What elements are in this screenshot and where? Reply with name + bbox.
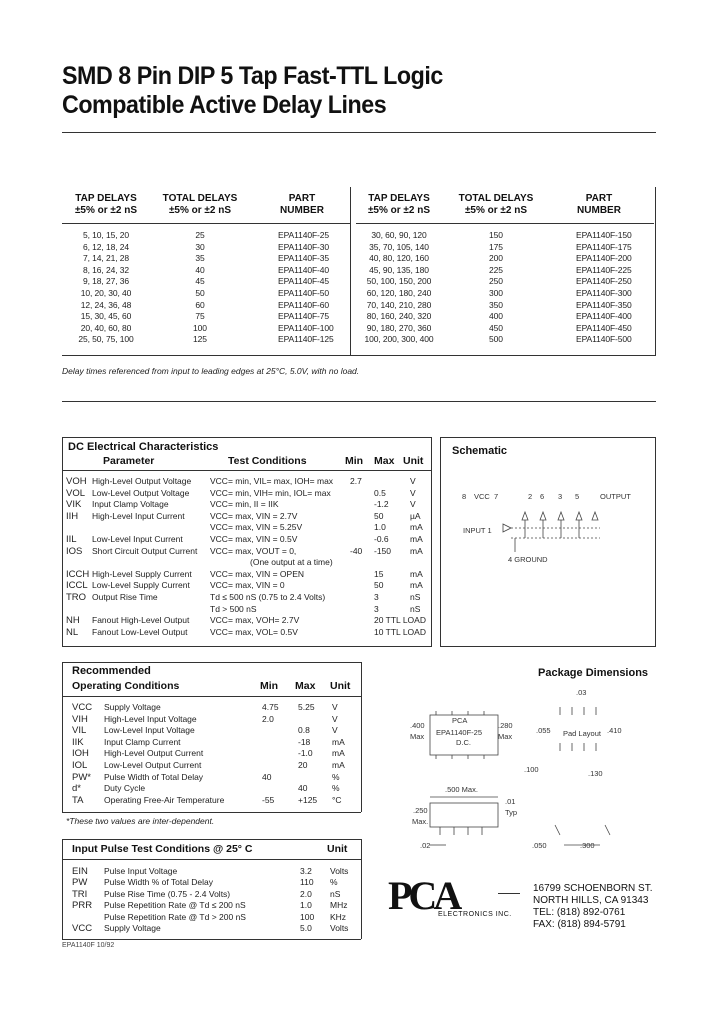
- rec-parameter: High-Level Input Voltage: [104, 713, 197, 724]
- dc-parameter: High-Level Output Voltage: [92, 476, 192, 486]
- dc-bottom-border: [62, 646, 431, 647]
- section-divider: [62, 401, 656, 402]
- schematic-pin-label: 3: [558, 492, 563, 501]
- dc-header-conditions: Test Conditions: [228, 455, 307, 467]
- dc-min: -40: [350, 545, 363, 556]
- dc-symbol: IIL: [66, 534, 77, 545]
- title-divider: [62, 132, 656, 133]
- dc-header-min: Min: [345, 455, 364, 467]
- dc-symbol: VOH: [66, 476, 87, 487]
- schematic-pin-label: OUTPUT: [600, 492, 631, 501]
- tap-delays-cell: 7, 14, 21, 28: [83, 253, 129, 264]
- pulse-unit: Volts: [330, 866, 349, 876]
- dc-unit: V: [410, 499, 416, 510]
- rec-min: 40: [262, 771, 272, 782]
- pulse-symbol: TRI: [72, 888, 88, 900]
- rec-max: -1.0: [298, 748, 313, 759]
- rec-note: *These two values are inter-dependent.: [66, 816, 215, 826]
- dc-condition: VCC= max, VIN = 0: [210, 580, 285, 591]
- rec-title-1: Recommended: [72, 665, 151, 677]
- tap-delays-cell: 12, 24, 36, 48: [80, 299, 132, 310]
- dc-parameter: Low-Level Output Voltage: [92, 487, 190, 498]
- part-number-cell: EPA1140F-200: [576, 253, 632, 264]
- total-delay-cell: 45: [195, 276, 205, 287]
- package-dimension-label: .400: [410, 721, 425, 730]
- pulse-header-rule: [62, 859, 361, 860]
- rec-parameter: Pulse Width of Total Delay: [104, 771, 204, 782]
- dc-symbol: NH: [66, 615, 80, 627]
- rec-max: -18: [298, 736, 311, 747]
- schematic-pin-label: 7: [494, 492, 499, 501]
- rec-min: 4.75: [262, 702, 279, 712]
- tap-delays-cell: 80, 160, 240, 320: [366, 311, 432, 322]
- part-number-cell: EPA1140F-45: [278, 276, 330, 287]
- part-number-cell: EPA1140F-100: [278, 322, 334, 333]
- pulse-parameter: Pulse Width % of Total Delay: [104, 877, 213, 888]
- dc-left-border: [62, 437, 63, 647]
- schematic-input-label: INPUT 1: [463, 526, 492, 535]
- total-delay-cell: 500: [489, 334, 503, 345]
- rec-max: 40: [298, 783, 308, 794]
- part-number-cell: EPA1140F-75: [278, 311, 330, 322]
- header-part-number-right: PART NUMBER: [577, 193, 621, 216]
- pulse-unit: KHz: [330, 911, 347, 922]
- total-delay-cell: 400: [489, 311, 503, 322]
- pulse-value: 110: [300, 877, 314, 888]
- package-dimension-label: .500 Max.: [445, 785, 478, 794]
- address-line-1: 16799 SCHOENBORN ST.: [533, 883, 653, 894]
- rec-unit: mA: [332, 736, 345, 747]
- part-number-cell: EPA1140F-500: [576, 334, 632, 345]
- dc-right-border: [431, 437, 432, 647]
- package-drawing: [400, 685, 660, 865]
- part-number-cell: EPA1140F-35: [278, 253, 330, 264]
- schematic-left-border: [440, 437, 441, 647]
- dc-max: 15: [374, 568, 384, 579]
- rec-unit: V: [332, 725, 338, 736]
- tap-delays-cell: 30, 60, 90, 120: [371, 230, 427, 240]
- schematic-pin-label: VCC: [474, 492, 490, 501]
- tap-delays-cell: 8, 16, 24, 32: [83, 264, 129, 275]
- total-delay-cell: 300: [489, 288, 503, 298]
- dc-max: -150: [374, 545, 392, 556]
- rec-unit: V: [332, 713, 338, 724]
- part-number-cell: EPA1140F-25: [278, 230, 330, 240]
- rec-unit: %: [332, 783, 340, 794]
- logo-dash: [498, 893, 520, 894]
- rec-unit: °C: [332, 794, 342, 805]
- tap-delays-cell: 35, 70, 105, 140: [369, 241, 429, 252]
- package-dimension-label: .03: [576, 688, 587, 697]
- rec-max: +125: [298, 794, 318, 805]
- package-dimension-label: .100: [524, 765, 539, 774]
- rec-unit: V: [332, 702, 338, 712]
- package-top-view: [430, 715, 498, 755]
- dc-max: 3: [374, 603, 379, 614]
- table-bottom-rule: [62, 355, 656, 356]
- pulse-value: 3.2: [300, 866, 312, 876]
- table-header-rule-left: [62, 223, 350, 224]
- page-title: [62, 62, 443, 120]
- total-delay-cell: 225: [489, 264, 503, 275]
- package-dimension-label: PCA: [452, 716, 468, 725]
- pulse-value: 100: [300, 911, 315, 922]
- rec-title-2: Operating Conditions: [72, 680, 180, 692]
- dc-unit: mA: [410, 522, 423, 533]
- package-dimension-label: .055: [536, 726, 551, 735]
- dc-unit: mA: [410, 568, 423, 579]
- pulse-parameter: Pulse Input Voltage: [104, 866, 178, 876]
- rec-min: -55: [262, 794, 275, 805]
- schematic-tap-buffer: [576, 512, 582, 520]
- rec-symbol: VIH: [72, 713, 88, 725]
- pulse-value: 5.0: [300, 923, 312, 933]
- pulse-parameter: Pulse Repetition Rate @ Td ≤ 200 nS: [104, 900, 246, 911]
- rec-symbol: VCC: [72, 702, 93, 713]
- dc-condition: VCC= max, VIN = 2.7V: [210, 510, 298, 521]
- fax: FAX: (818) 894-5791: [533, 919, 626, 930]
- schematic-tap-buffer: [592, 512, 598, 520]
- rec-max: 20: [298, 760, 308, 770]
- rec-symbol: IOH: [72, 748, 89, 760]
- rec-symbol: IIK: [72, 736, 84, 748]
- header-tap-delays: TAP DELAYS ±5% or ±2 nS: [74, 193, 138, 216]
- total-delay-cell: 40: [195, 264, 205, 275]
- tap-delays-cell: 45, 90, 135, 180: [369, 264, 429, 275]
- schematic-input-buffer: [503, 524, 511, 532]
- package-dimension-label: Typ: [505, 808, 518, 817]
- rec-min: 2.0: [262, 713, 274, 724]
- tap-delays-cell: 20, 40, 60, 80: [80, 322, 132, 333]
- part-number-cell: EPA1140F-30: [278, 241, 330, 252]
- part-number-cell: EPA1140F-125: [278, 334, 334, 345]
- schematic-tap-buffer: [558, 512, 564, 520]
- total-delay-cell: 125: [193, 334, 207, 345]
- rec-max: 0.8: [298, 725, 310, 736]
- schematic-ground-label: 4 GROUND: [508, 555, 548, 564]
- rec-parameter: Low-Level Output Current: [104, 760, 202, 770]
- pulse-left-border: [62, 839, 63, 939]
- dc-max: -0.6: [374, 534, 389, 544]
- dc-unit: V: [410, 476, 416, 486]
- rec-top-border: [62, 662, 361, 663]
- tap-delays-cell: 60, 120, 180, 240: [366, 288, 432, 298]
- schematic-title: Schematic: [452, 445, 508, 457]
- dc-symbol: TRO: [66, 592, 87, 603]
- total-delay-cell: 50: [195, 288, 205, 298]
- dc-parameter: Short Circuit Output Current: [92, 545, 198, 556]
- dc-max: 0.5: [374, 487, 386, 498]
- pulse-bottom-border: [62, 939, 361, 940]
- dc-condition: VCC= max, VOUT = 0,: [210, 545, 297, 556]
- title-line-1: SMD 8 Pin DIP 5 Tap Fast-TTL Logic: [62, 62, 443, 90]
- rec-symbol: VIL: [72, 725, 87, 737]
- dc-condition: VCC= min, II = IIK: [210, 499, 279, 510]
- pulse-header-unit: Unit: [327, 843, 348, 855]
- part-number-cell: EPA1140F-350: [576, 299, 632, 310]
- dc-symbol: ICCH: [66, 568, 90, 580]
- rec-parameter: Supply Voltage: [104, 702, 161, 712]
- schematic-pin-label: 6: [540, 492, 545, 501]
- dc-max: 50: [374, 510, 384, 521]
- pulse-parameter: Pulse Rise Time (0.75 - 2.4 Volts): [104, 888, 231, 899]
- part-number-cell: EPA1140F-60: [278, 299, 330, 310]
- dc-condition: VCC= max, VIN = 5.25V: [210, 522, 303, 533]
- dc-condition: VCC= max, VOH= 2.7V: [210, 615, 300, 626]
- pulse-parameter: Pulse Repetition Rate @ Td > 200 nS: [104, 911, 246, 922]
- dc-parameter: High-Level Input Current: [92, 510, 185, 521]
- pulse-top-border: [62, 839, 361, 840]
- rec-header-min: Min: [260, 680, 279, 692]
- header-total-delays-right: TOTAL DELAYS ±5% or ±2 nS: [458, 193, 534, 216]
- package-dimension-label: .050: [532, 841, 547, 850]
- rec-header-unit: Unit: [330, 680, 351, 692]
- package-dimension-label: Max.: [412, 817, 429, 826]
- tap-delays-cell: 25, 50, 75, 100: [78, 334, 134, 345]
- dc-parameter: Low-Level Supply Current: [92, 580, 190, 591]
- package-dimension-label: .130: [588, 769, 603, 778]
- total-delay-cell: 200: [489, 253, 503, 264]
- package-dimension-label: D.C.: [456, 738, 471, 747]
- dc-parameter: Fanout Low-Level Output: [92, 626, 188, 637]
- telephone: TEL: (818) 892-0761: [533, 907, 626, 918]
- pulse-parameter: Supply Voltage: [104, 923, 161, 933]
- dc-condition: (One output at a time): [250, 557, 333, 568]
- total-delay-cell: 100: [193, 322, 207, 333]
- total-delay-cell: 350: [489, 299, 503, 310]
- pulse-symbol: EIN: [72, 866, 88, 877]
- table-column-divider: [350, 187, 351, 355]
- dc-condition: Td ≤ 500 nS (0.75 to 2.4 Volts): [210, 592, 326, 602]
- pulse-unit: nS: [330, 888, 341, 899]
- dc-unit: mA: [410, 545, 423, 556]
- package-dimension-label: .01: [505, 797, 516, 806]
- dc-condition: Td > 500 nS: [210, 603, 257, 614]
- rec-max: 5.25: [298, 702, 315, 712]
- part-number-cell: EPA1140F-150: [576, 230, 632, 240]
- package-side-view: [430, 803, 498, 827]
- schematic-right-border: [655, 437, 656, 647]
- pulse-symbol: PW: [72, 877, 88, 889]
- dc-unit: nS: [410, 592, 421, 602]
- package-dimension-label: .250: [413, 806, 428, 815]
- rec-unit: mA: [332, 748, 345, 759]
- dc-max: 20 TTL LOAD: [374, 615, 426, 626]
- rec-symbol: TA: [72, 794, 84, 806]
- part-number-cell: EPA1140F-40: [278, 264, 330, 275]
- part-number-cell: EPA1140F-450: [576, 322, 632, 333]
- dc-condition: VCC= max, VIN = 0.5V: [210, 534, 298, 544]
- title-line-2: Compatible Active Delay Lines: [62, 91, 387, 119]
- pulse-symbol: PRR: [72, 900, 93, 912]
- company-address: [533, 883, 653, 931]
- rec-parameter: Duty Cycle: [104, 783, 146, 794]
- rec-unit: %: [332, 771, 340, 782]
- total-delay-cell: 150: [489, 230, 503, 240]
- tap-delays-cell: 10, 20, 30, 40: [80, 288, 132, 298]
- rec-right-border: [361, 662, 362, 812]
- logo-letters: PCA: [388, 873, 459, 918]
- table-right-border: [655, 187, 656, 355]
- rec-unit: mA: [332, 760, 345, 770]
- part-number-cell: EPA1140F-50: [278, 288, 330, 298]
- pulse-unit: %: [330, 877, 338, 888]
- dc-unit: µA: [410, 510, 421, 521]
- dc-condition: VCC= max, VOL= 0.5V: [210, 626, 298, 637]
- tap-delays-cell: 70, 140, 210, 280: [366, 299, 432, 310]
- tap-delays-cell: 5, 10, 15, 20: [83, 230, 129, 240]
- dc-max: 50: [374, 580, 384, 591]
- rec-left-border: [62, 662, 63, 812]
- dc-symbol: NL: [66, 626, 79, 638]
- dc-max: 1.0: [374, 522, 386, 533]
- package-dimension-label: .02: [420, 841, 431, 850]
- dc-condition: VCC= min, VIL= max, IOH= max: [210, 476, 334, 486]
- part-number-cell: EPA1140F-175: [576, 241, 632, 252]
- dc-symbol: IOS: [66, 545, 83, 557]
- dc-title: DC Electrical Characteristics: [68, 441, 219, 453]
- dc-parameter: Low-Level Input Current: [92, 534, 183, 544]
- dc-header-max: Max: [374, 455, 395, 467]
- dc-max: 10 TTL LOAD: [374, 626, 426, 637]
- dc-condition: VCC= min, VIH= min, IOL= max: [210, 487, 331, 498]
- dc-symbol: VIK: [66, 499, 82, 511]
- part-number-cell: EPA1140F-225: [576, 264, 632, 275]
- dc-header-unit: Unit: [403, 455, 424, 467]
- document-code: EPA1140F 10/92: [62, 942, 115, 949]
- rec-parameter: Low-Level Input Voltage: [104, 725, 195, 736]
- dc-symbol: IIH: [66, 510, 79, 522]
- rec-symbol: d*: [72, 783, 81, 795]
- schematic-top-border: [440, 437, 656, 438]
- dc-header-rule: [62, 470, 431, 471]
- dc-condition: VCC= max, VIN = OPEN: [210, 568, 304, 579]
- schematic-tap-buffer: [522, 512, 528, 520]
- rec-header-max: Max: [295, 680, 316, 692]
- package-dimension-label: .280: [498, 721, 513, 730]
- pulse-symbol: VCC: [72, 923, 93, 934]
- schematic-pin-label: 8: [462, 492, 467, 501]
- header-tap-delays-right: TAP DELAYS ±5% or ±2 nS: [367, 193, 431, 216]
- dc-symbol: ICCL: [66, 580, 88, 592]
- dc-parameter: Input Clamp Voltage: [92, 499, 169, 510]
- package-dimension-label: Pad Layout: [563, 729, 601, 738]
- dc-parameter: High-Level Supply Current: [92, 568, 192, 579]
- rec-parameter: High-Level Output Current: [104, 748, 204, 759]
- pulse-title: Input Pulse Test Conditions @ 25° C: [72, 843, 253, 855]
- schematic-diagram: [495, 500, 655, 570]
- tap-delays-cell: 100, 200, 300, 400: [364, 334, 434, 345]
- tap-delays-cell: 90, 180, 270, 360: [366, 322, 432, 333]
- pulse-value: 2.0: [300, 888, 312, 899]
- package-dimension-label: EPA1140F-25: [436, 728, 482, 737]
- logo-subtitle: ELECTRONICS INC.: [438, 911, 512, 918]
- total-delay-cell: 450: [489, 322, 503, 333]
- package-dimension-label: .300: [580, 841, 595, 850]
- address-line-2: NORTH HILLS, CA 91343: [533, 895, 649, 906]
- rec-header-rule: [62, 696, 361, 697]
- table-header-rule-right: [356, 223, 654, 224]
- pulse-right-border: [361, 839, 362, 939]
- rec-bottom-border: [62, 812, 361, 813]
- total-delay-cell: 250: [489, 276, 503, 287]
- header-part-number: PART NUMBER: [280, 193, 324, 216]
- total-delay-cell: 175: [489, 241, 503, 252]
- pulse-value: 1.0: [300, 900, 312, 911]
- dc-min: 2.7: [350, 476, 362, 486]
- total-delay-cell: 75: [195, 311, 205, 322]
- total-delay-cell: 60: [195, 299, 205, 310]
- tap-delays-cell: 15, 30, 45, 60: [80, 311, 132, 322]
- schematic-pin-label: 2: [528, 492, 533, 501]
- pulse-unit: Volts: [330, 923, 349, 933]
- part-number-cell: EPA1140F-250: [576, 276, 632, 287]
- dc-max: -1.2: [374, 499, 389, 510]
- delay-note: Delay times referenced from input to leading edges at 25°C, 5.0V, with no load.: [62, 366, 360, 376]
- tap-delays-cell: 50, 100, 150, 200: [366, 276, 432, 287]
- part-number-cell: EPA1140F-300: [576, 288, 632, 298]
- tap-delays-cell: 6, 12, 18, 24: [83, 241, 129, 252]
- dc-symbol: VOL: [66, 487, 86, 499]
- total-delay-cell: 25: [195, 230, 205, 240]
- dc-top-border: [62, 437, 431, 438]
- schematic-bottom-border: [440, 646, 656, 647]
- package-title: Package Dimensions: [538, 667, 649, 679]
- rec-parameter: Input Clamp Current: [104, 736, 181, 747]
- pulse-unit: MHz: [330, 900, 348, 911]
- tap-delays-cell: 9, 18, 27, 36: [83, 276, 129, 287]
- dc-unit: mA: [410, 534, 423, 544]
- dc-parameter: Output Rise Time: [92, 592, 158, 602]
- rec-parameter: Operating Free-Air Temperature: [104, 794, 225, 805]
- total-delay-cell: 30: [195, 241, 205, 252]
- dc-header-parameter: Parameter: [103, 455, 155, 467]
- dc-unit: V: [410, 487, 416, 498]
- dc-max: 3: [374, 592, 379, 602]
- package-dimension-label: Max: [498, 732, 513, 741]
- total-delay-cell: 35: [195, 253, 205, 264]
- rec-symbol: IOL: [72, 760, 88, 771]
- dc-parameter: Fanout High-Level Output: [92, 615, 190, 626]
- package-dimension-label: Max: [410, 732, 425, 741]
- dc-unit: mA: [410, 580, 423, 591]
- package-dimension-label: .410: [607, 726, 622, 735]
- company-logo: [380, 875, 530, 925]
- schematic-tap-buffer: [540, 512, 546, 520]
- header-total-delays: TOTAL DELAYS ±5% or ±2 nS: [162, 193, 238, 216]
- tap-delays-cell: 40, 80, 120, 160: [369, 253, 429, 264]
- dc-unit: nS: [410, 603, 421, 614]
- part-number-cell: EPA1140F-400: [576, 311, 632, 322]
- rec-symbol: PW*: [72, 771, 91, 783]
- schematic-pin-label: 5: [575, 492, 580, 501]
